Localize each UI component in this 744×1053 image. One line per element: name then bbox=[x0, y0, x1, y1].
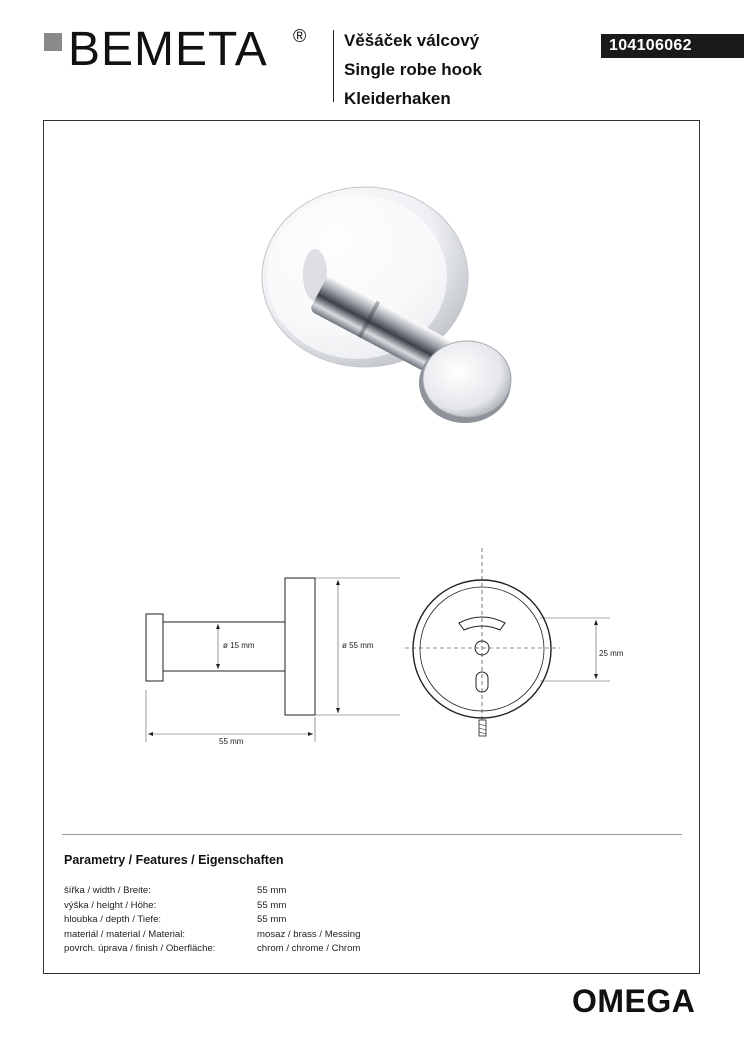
title-divider bbox=[333, 30, 334, 102]
depth-label: 55 mm bbox=[219, 737, 244, 746]
logo-mark bbox=[44, 33, 62, 51]
base-diameter-label: ø 55 mm bbox=[342, 641, 374, 650]
title-english: Single robe hook bbox=[344, 60, 482, 79]
feature-row bbox=[64, 928, 360, 943]
feature-label: výška / height / Höhe: bbox=[64, 899, 157, 911]
feature-row bbox=[64, 942, 360, 957]
series-name: OMEGA bbox=[572, 983, 696, 1019]
feature-label: materiál / material / Material: bbox=[64, 928, 186, 940]
feature-row bbox=[64, 913, 360, 928]
rod-diameter-label: ø 15 mm bbox=[223, 641, 255, 650]
feature-row bbox=[64, 899, 360, 914]
feature-label: hloubka / depth / Tiefe: bbox=[64, 914, 162, 925]
features-heading: Parametry / Features / Eigenschaften bbox=[64, 853, 284, 867]
feature-value: 55 mm bbox=[257, 899, 287, 911]
product-photo bbox=[255, 185, 525, 445]
brand-logo: BEMETA bbox=[68, 23, 268, 76]
feature-label: povrch. úprava / finish / Oberfläche: bbox=[64, 943, 216, 954]
feature-row bbox=[64, 884, 360, 899]
feature-value: 55 mm bbox=[257, 914, 287, 925]
title-german: Kleiderhaken bbox=[344, 89, 451, 108]
title-czech: Věšáček válcový bbox=[344, 31, 480, 50]
feature-label: šířka / width / Breite: bbox=[64, 885, 151, 896]
product-code: 104106062 bbox=[601, 34, 744, 58]
features-list bbox=[64, 884, 360, 957]
hole-spacing-label: 25 mm bbox=[599, 649, 624, 658]
product-titles bbox=[344, 26, 482, 113]
feature-value: 55 mm bbox=[257, 885, 287, 896]
features-divider bbox=[62, 834, 682, 835]
feature-value: mosaz / brass / Messing bbox=[257, 928, 361, 940]
feature-value: chrom / chrome / Chrom bbox=[257, 943, 361, 954]
technical-drawing bbox=[43, 540, 700, 760]
registered-mark: ® bbox=[293, 26, 307, 46]
